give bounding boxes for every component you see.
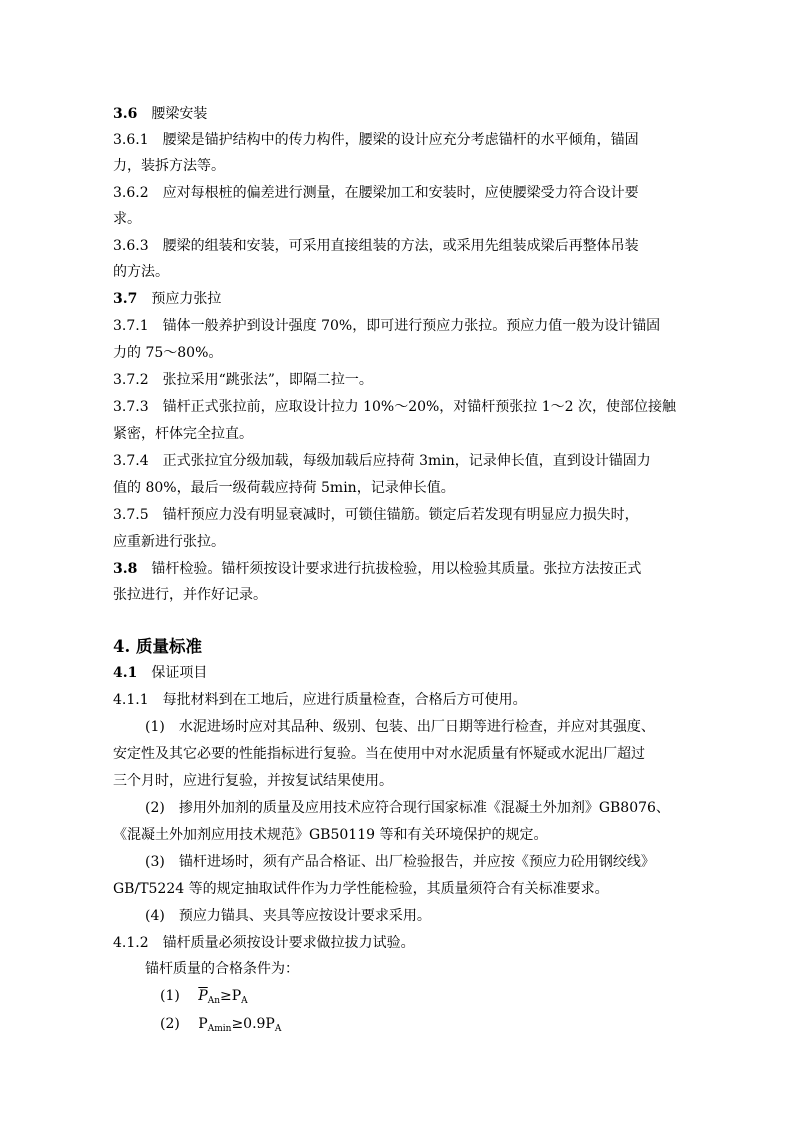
paragraph-line: 3.6.2 应对每根桩的偏差进行测量，在腰梁加工和安装时，应使腰梁受力符合设计要	[113, 185, 639, 201]
paragraph-line: 紧密，杆体完全拉直。	[113, 426, 253, 442]
formula-symbol: P	[198, 1016, 208, 1032]
paragraph-line: 3.6.3 腰梁的组装和安装，可采用直接组装的方法，或采用先组装成梁后再整体吊装	[113, 238, 639, 254]
list-item: (3) 锚杆进场时，须有产品合格证、出厂检验报告，并应按《预应力砼用钢绞线》	[145, 854, 655, 870]
paragraph-line: 4.1.2 锚杆质量必须按设计要求做拉拔力试验。	[113, 935, 415, 951]
paragraph-line: 3.7.1 锚体一般养护到设计强度 70%，即可进行预应力张拉。预应力值一般为设计锚固	[113, 318, 661, 334]
paragraph-line: 3.7.3 锚杆正式张拉前，应取设计拉力 10%～20%，对锚杆预张拉 1～2 次，使部位接触	[113, 399, 677, 415]
paragraph-line: 3.6.1 腰梁是锚护结构中的传力构件，腰梁的设计应充分考虑锚杆的水平倾角，锚固	[113, 132, 639, 148]
formula-subscript: Amin	[207, 1024, 232, 1034]
formula-subscript: A	[274, 1024, 282, 1034]
paragraph-line: 的方法。	[113, 264, 169, 280]
list-item: (1) 水泥进场时应对其品种、级别、包装、出厂日期等进行检查，并应对其强度、	[145, 719, 655, 735]
formula-symbol: $\overline{P}$	[198, 988, 208, 1004]
paragraph-line: GB/T5224 等的规定抽取试件作为力学性能检验，其质量须符合有关标准要求。	[113, 881, 609, 897]
heading-3-8: 3.8 锚杆检验。锚杆须按设计要求进行抗拔检验，用以检验其质量。张拉方法按正式	[113, 561, 642, 577]
formula-operator: ≥	[220, 988, 232, 1004]
formula-number: (1)	[160, 988, 180, 1004]
formula-rhs: P	[231, 988, 242, 1004]
paragraph-line: 力的 75～80%。	[113, 345, 223, 361]
paragraph-line: 3.7.2 张拉采用“跳张法”，即隔二拉一。	[113, 372, 373, 388]
paragraph-line: 《混凝土外加剂应用技术规范》GB50119 等和有关环境保护的规定。	[113, 827, 548, 843]
paragraph-line: 求。	[113, 211, 141, 227]
paragraph-line: 值的 80%，最后一级荷载应持荷 5min，记录伸长值。	[113, 480, 455, 496]
formula-1	[160, 983, 248, 1014]
formula-rhs: 0.9P	[243, 1016, 275, 1032]
heading-3-7: 3.7 预应力张拉	[113, 291, 222, 307]
paragraph-line: 安定性及其它必要的性能指标进行复验。当在使用中对水泥质量有怀疑或水泥出厂超过	[113, 746, 645, 762]
heading-3-6: 3.6 腰梁安装	[113, 106, 208, 122]
paragraph-line: 3.7.4 正式张拉宜分级加载，每级加载后应持荷 3min，记录伸长值，直到设计锚固力	[113, 453, 651, 469]
list-item: (2) 掺用外加剂的质量及应用技术应符合现行国家标准《混凝土外加剂》GB8076、	[145, 800, 670, 816]
list-item: (4) 预应力锚具、夹具等应按设计要求采用。	[145, 908, 431, 924]
section-heading-4: 4. 质量标准	[113, 637, 202, 656]
paragraph-line: 力，装拆方法等。	[113, 158, 225, 174]
paragraph-line: 锚杆质量的合格条件为：	[145, 961, 299, 977]
paragraph-line: 张拉进行，并作好记录。	[113, 587, 267, 603]
paragraph-line: 3.7.5 锚杆预应力没有明显衰减时，可锁住锚筋。锁定后若发现有明显应力损失时，	[113, 507, 639, 523]
formula-subscript: A	[241, 996, 248, 1006]
formula-2	[160, 1011, 281, 1042]
paragraph-line: 4.1.1 每批材料到在工地后，应进行质量检查，合格后方可使用。	[113, 692, 527, 708]
formula-subscript: An	[207, 996, 221, 1006]
heading-4-1: 4.1 保证项目	[113, 665, 208, 681]
formula-number: (2)	[160, 1016, 180, 1032]
paragraph-line: 三个月时，应进行复验，并按复试结果使用。	[113, 773, 393, 789]
formula-operator: ≥	[231, 1016, 244, 1032]
paragraph-line: 应重新进行张拉。	[113, 534, 225, 550]
